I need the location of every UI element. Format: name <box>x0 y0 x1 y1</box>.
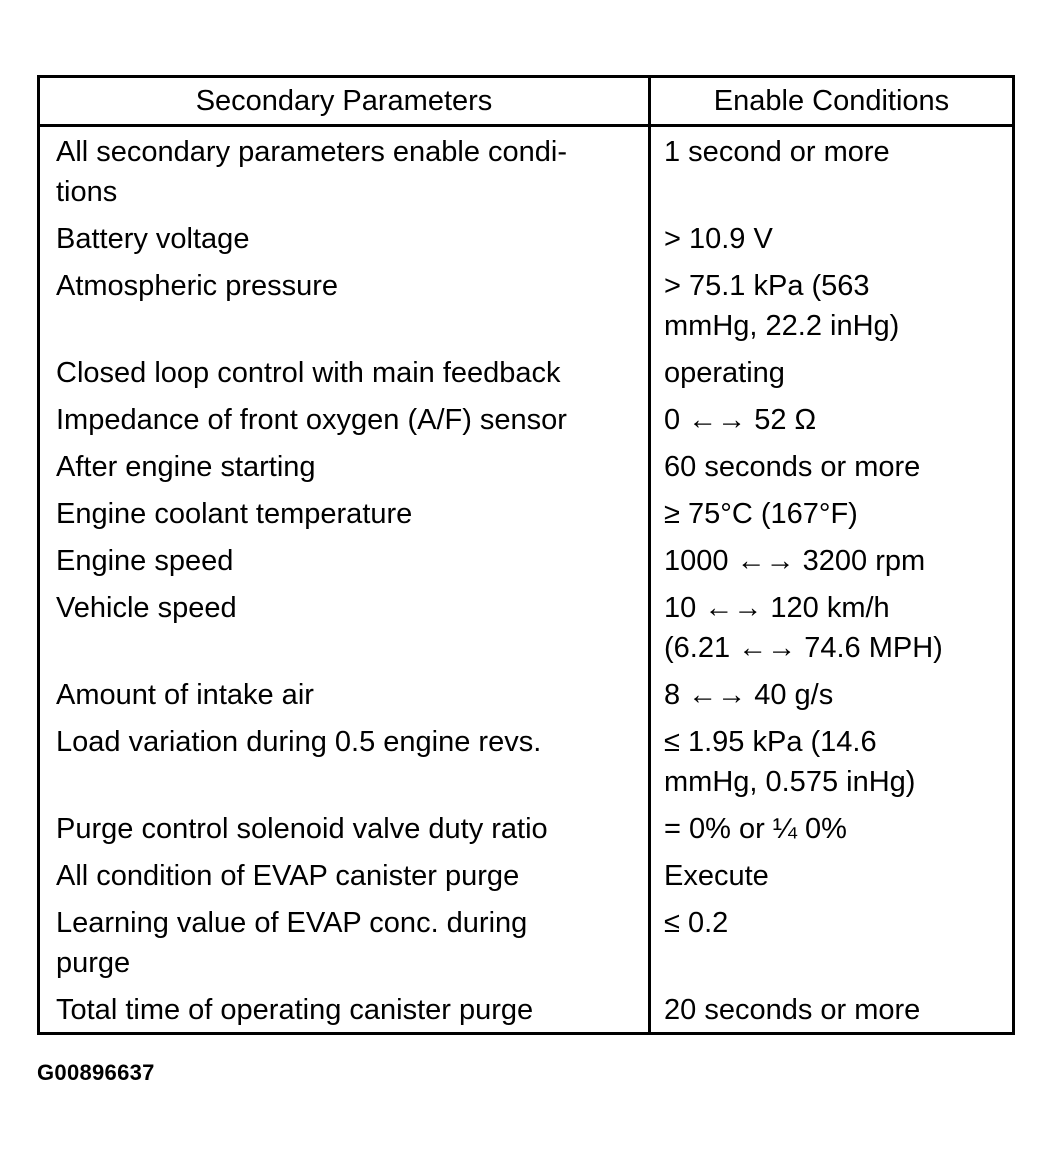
table-row <box>39 721 1014 808</box>
table-row <box>39 399 1014 446</box>
condition-cell: ≥ 75°C (167°F) <box>664 498 858 530</box>
table-row <box>39 587 1014 674</box>
table-row <box>39 674 1014 721</box>
table-row <box>39 902 1014 989</box>
table-row <box>39 493 1014 540</box>
table-row <box>39 989 1014 1034</box>
condition-cell: ≤ 0.2 <box>664 907 729 939</box>
condition-cell: 0 ←→ 52 Ω <box>664 404 817 436</box>
parameter-cell: All secondary parameters enable condi- tions <box>39 126 650 219</box>
condition-cell: > 75.1 kPa (563 mmHg, 22.2 inHg) <box>664 270 900 342</box>
condition-cell: Execute <box>664 860 769 892</box>
enable-conditions-table <box>37 75 1015 1035</box>
header-enable-conditions: Enable Conditions <box>650 77 1014 126</box>
condition-cell: 10 ←→ 120 km/h (6.21 ←→ 74.6 MPH) <box>664 592 943 664</box>
parameter-cell: Impedance of front oxygen (A/F) sensor <box>39 399 650 446</box>
table-row <box>39 126 1014 219</box>
table-row <box>39 540 1014 587</box>
table-body <box>39 126 1014 1034</box>
parameter-cell: Learning value of EVAP conc. during purge <box>39 902 650 989</box>
condition-cell: 1000 ←→ 3200 rpm <box>664 545 926 577</box>
condition-cell: > 10.9 V <box>664 223 773 255</box>
condition-cell: 60 seconds or more <box>664 451 921 483</box>
condition-cell: 20 seconds or more <box>664 994 921 1026</box>
table-row <box>39 265 1014 352</box>
table-header-row <box>39 77 1014 126</box>
parameter-cell: All condition of EVAP canister purge <box>39 855 650 902</box>
parameter-cell: Atmospheric pressure <box>39 265 650 352</box>
figure-id: G00896637 <box>37 1060 155 1085</box>
condition-cell: operating <box>664 357 785 389</box>
parameter-cell: Engine coolant temperature <box>39 493 650 540</box>
parameter-cell: Load variation during 0.5 engine revs. <box>39 721 650 808</box>
parameter-cell: Battery voltage <box>39 218 650 265</box>
parameter-cell: Purge control solenoid valve duty ratio <box>39 808 650 855</box>
parameter-cell: Amount of intake air <box>39 674 650 721</box>
table-row <box>39 352 1014 399</box>
table-row <box>39 218 1014 265</box>
parameter-cell: Total time of operating canister purge <box>39 989 650 1034</box>
table-row <box>39 446 1014 493</box>
parameter-cell: Closed loop control with main feedback <box>39 352 650 399</box>
condition-cell: = 0% or ¼ 0% <box>664 813 847 845</box>
header-secondary-parameters: Secondary Parameters <box>39 77 650 126</box>
parameter-cell: Engine speed <box>39 540 650 587</box>
table-row <box>39 855 1014 902</box>
parameter-cell: After engine starting <box>39 446 650 493</box>
condition-cell: 1 second or more <box>664 136 890 168</box>
parameter-cell: Vehicle speed <box>39 587 650 674</box>
table-row <box>39 808 1014 855</box>
condition-cell: ≤ 1.95 kPa (14.6 mmHg, 0.575 inHg) <box>664 726 916 798</box>
condition-cell: 8 ←→ 40 g/s <box>664 679 834 711</box>
